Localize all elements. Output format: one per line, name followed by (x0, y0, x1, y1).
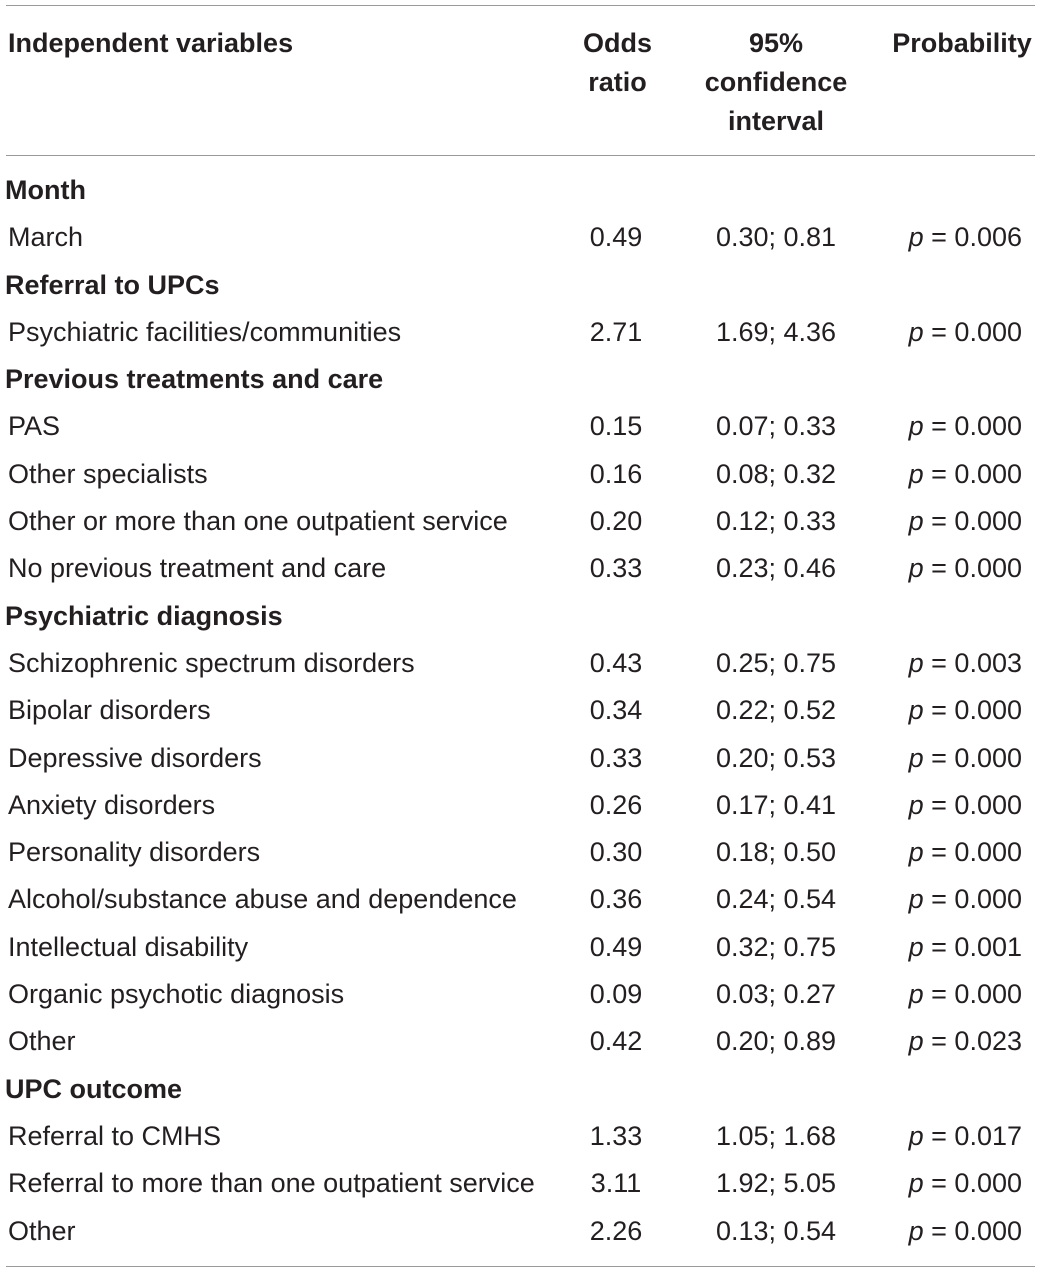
table-top-rule (6, 5, 1035, 6)
confidence-interval-cell: 0.20; 0.89 (715, 1026, 837, 1057)
odds-ratio-cell: 0.49 (589, 931, 643, 962)
section-heading: Referral to UPCs (5, 269, 220, 300)
p-symbol: p (908, 884, 924, 915)
p-symbol: p (908, 506, 924, 537)
probability-cell (860, 687, 1022, 734)
variable-cell: March (8, 222, 84, 253)
table-row (0, 498, 1041, 545)
p-symbol: p (908, 695, 924, 726)
variable-cell: Other (8, 1215, 76, 1246)
section-heading: Month (5, 175, 86, 205)
table-row (0, 545, 1041, 592)
variable-cell: Other (8, 1026, 76, 1057)
p-value: = 0.000 (923, 553, 1022, 584)
p-symbol: p (908, 316, 924, 347)
p-value: = 0.000 (923, 695, 1022, 726)
variable-cell: Depressive disorders (8, 742, 262, 773)
confidence-interval-cell: 0.24; 0.54 (715, 884, 837, 915)
probability-cell (860, 782, 1022, 829)
p-symbol: p (908, 222, 924, 253)
variable-cell: Bipolar disorders (8, 695, 211, 726)
confidence-interval-cell: 1.92; 5.05 (715, 1168, 837, 1199)
odds-ratio-cell: 0.26 (589, 789, 643, 820)
table-row (0, 876, 1041, 923)
variable-cell: Other specialists (8, 458, 208, 489)
table-bottom-rule (6, 1266, 1035, 1267)
header-ci-line1: 95% (748, 28, 804, 58)
p-value: = 0.000 (923, 411, 1022, 442)
p-value: = 0.000 (923, 316, 1022, 347)
p-symbol: p (908, 979, 924, 1010)
p-symbol: p (908, 789, 924, 820)
p-value: = 0.000 (923, 742, 1022, 773)
section-heading: Psychiatric diagnosis (5, 600, 283, 631)
probability-cell (860, 1018, 1022, 1065)
confidence-interval-cell: 0.08; 0.32 (715, 458, 837, 489)
table-row (0, 1113, 1041, 1160)
table-header-rule (6, 155, 1035, 156)
p-symbol: p (908, 647, 924, 678)
variable-cell: Organic psychotic diagnosis (8, 979, 345, 1010)
header-independent-variables (8, 24, 548, 63)
p-value: = 0.017 (923, 1120, 1022, 1151)
table-body (0, 167, 1041, 1255)
odds-ratio-cell: 0.42 (589, 1026, 643, 1057)
confidence-interval-cell: 0.30; 0.81 (715, 222, 837, 253)
probability-cell (860, 498, 1022, 545)
confidence-interval-cell: 0.18; 0.50 (715, 837, 837, 868)
probability-cell (860, 309, 1022, 356)
odds-ratio-cell: 0.33 (589, 742, 643, 773)
variable-cell: Alcohol/substance abuse and dependence (8, 884, 517, 915)
p-value: = 0.000 (923, 789, 1022, 820)
p-symbol: p (908, 837, 924, 868)
odds-ratio-cell: 1.33 (589, 1120, 643, 1151)
header-odds-ratio (570, 24, 665, 102)
probability-cell (860, 451, 1022, 498)
header-ci-line3: interval (727, 106, 825, 136)
p-value: = 0.001 (923, 931, 1022, 962)
table-row (0, 451, 1041, 498)
table-row (0, 735, 1041, 782)
table-row (0, 214, 1041, 261)
confidence-interval-cell: 0.23; 0.46 (715, 553, 837, 584)
odds-ratio-cell: 0.20 (589, 506, 643, 537)
table-row (0, 924, 1041, 971)
header-probability-label: Probability (892, 28, 1032, 58)
variable-cell: Intellectual disability (8, 931, 249, 962)
odds-ratio-cell: 0.30 (589, 837, 643, 868)
probability-cell (860, 1160, 1022, 1207)
header-odds-ratio-line1: Odds (582, 28, 652, 58)
header-probability (882, 24, 1041, 63)
p-value: = 0.000 (923, 979, 1022, 1010)
p-value: = 0.003 (923, 647, 1022, 678)
header-ci-line2: confidence (704, 67, 848, 97)
confidence-interval-cell: 0.20; 0.53 (715, 742, 837, 773)
odds-ratio-cell: 0.49 (589, 222, 643, 253)
probability-cell (860, 829, 1022, 876)
probability-cell (860, 735, 1022, 782)
p-symbol: p (908, 553, 924, 584)
odds-ratio-cell: 3.11 (590, 1168, 642, 1199)
odds-ratio-cell: 2.26 (589, 1215, 643, 1246)
variable-cell: Anxiety disorders (8, 789, 216, 820)
section-heading-row (0, 167, 1041, 214)
probability-cell (860, 403, 1022, 450)
odds-ratio-cell: 0.16 (589, 458, 643, 489)
probability-cell (860, 545, 1022, 592)
odds-ratio-cell: 0.43 (589, 647, 643, 678)
section-heading-row (0, 262, 1041, 309)
odds-ratio-cell: 0.34 (589, 695, 643, 726)
confidence-interval-cell: 0.17; 0.41 (715, 789, 837, 820)
table-row (0, 309, 1041, 356)
header-variable-label: Independent variables (8, 28, 294, 58)
table-row (0, 782, 1041, 829)
confidence-interval-cell: 0.22; 0.52 (715, 695, 837, 726)
p-symbol: p (908, 1168, 924, 1199)
p-value: = 0.023 (923, 1026, 1022, 1057)
probability-cell (860, 971, 1022, 1018)
confidence-interval-cell: 0.13; 0.54 (715, 1215, 837, 1246)
p-value: = 0.000 (923, 837, 1022, 868)
odds-ratio-cell: 0.09 (589, 979, 643, 1010)
confidence-interval-cell: 0.12; 0.33 (715, 506, 837, 537)
confidence-interval-cell: 1.69; 4.36 (715, 316, 837, 347)
probability-cell (860, 214, 1022, 261)
p-symbol: p (908, 742, 924, 773)
table-row (0, 1160, 1041, 1207)
variable-cell: Personality disorders (8, 837, 261, 868)
confidence-interval-cell: 0.25; 0.75 (715, 647, 837, 678)
table-row (0, 1018, 1041, 1065)
p-value: = 0.006 (923, 222, 1022, 253)
probability-cell (860, 1208, 1022, 1255)
variable-cell: Referral to more than one outpatient service (8, 1168, 535, 1199)
probability-cell (860, 1113, 1022, 1160)
p-value: = 0.000 (923, 506, 1022, 537)
p-value: = 0.000 (923, 458, 1022, 489)
confidence-interval-cell: 1.05; 1.68 (715, 1120, 837, 1151)
p-value: = 0.000 (923, 884, 1022, 915)
variable-cell: Schizophrenic spectrum disorders (8, 647, 415, 678)
table-row (0, 640, 1041, 687)
table-row (0, 403, 1041, 450)
confidence-interval-cell: 0.07; 0.33 (715, 411, 837, 442)
p-value: = 0.000 (923, 1215, 1022, 1246)
variable-cell: PAS (8, 411, 61, 442)
header-odds-ratio-line2: ratio (588, 67, 647, 97)
section-heading: UPC outcome (5, 1073, 183, 1104)
probability-cell (860, 640, 1022, 687)
variable-cell: No previous treatment and care (8, 553, 387, 584)
variable-cell: Referral to CMHS (8, 1120, 222, 1151)
table-row (0, 1208, 1041, 1255)
odds-ratio-cell: 0.36 (589, 884, 643, 915)
header-confidence-interval (686, 24, 866, 141)
odds-ratio-cell: 0.15 (589, 411, 643, 442)
table-row (0, 971, 1041, 1018)
probability-cell (860, 924, 1022, 971)
p-symbol: p (908, 931, 924, 962)
variable-cell: Psychiatric facilities/communities (8, 316, 402, 347)
p-symbol: p (908, 411, 924, 442)
section-heading: Previous treatments and care (5, 364, 384, 395)
probability-cell (860, 876, 1022, 923)
variable-cell: Other or more than one outpatient service (8, 506, 508, 537)
p-symbol: p (908, 458, 924, 489)
p-symbol: p (908, 1026, 924, 1057)
p-value: = 0.000 (923, 1168, 1022, 1199)
confidence-interval-cell: 0.32; 0.75 (715, 931, 837, 962)
table-row (0, 687, 1041, 734)
section-heading-row (0, 593, 1041, 640)
odds-ratio-cell: 2.71 (589, 316, 643, 347)
p-symbol: p (908, 1120, 924, 1151)
section-heading-row (0, 356, 1041, 403)
confidence-interval-cell: 0.03; 0.27 (715, 979, 837, 1010)
table-row (0, 829, 1041, 876)
section-heading-row (0, 1066, 1041, 1113)
odds-ratio-cell: 0.33 (589, 553, 643, 584)
p-symbol: p (908, 1215, 924, 1246)
